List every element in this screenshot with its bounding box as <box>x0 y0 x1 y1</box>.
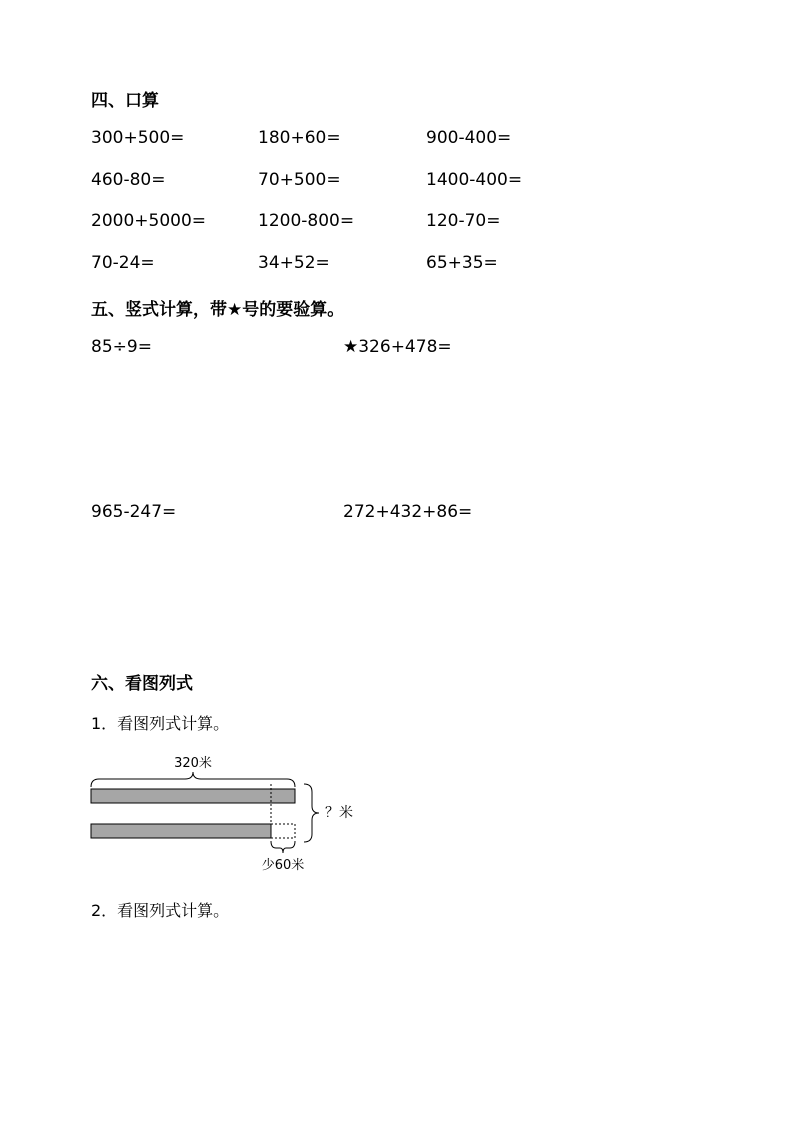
top-length-label: 320米 <box>174 756 212 771</box>
top-brace <box>91 772 295 787</box>
second-bar <box>91 824 271 838</box>
bottom-brace <box>271 841 295 853</box>
mental-math-problem: 900-400= <box>426 128 512 148</box>
vertical-calc-problem: 85÷9= <box>91 337 152 357</box>
mental-math-problem: 300+500= <box>91 128 185 148</box>
question-2-label: 2．看图列式计算。 <box>91 901 230 920</box>
first-bar <box>91 789 295 803</box>
question-1-label: 1．看图列式计算。 <box>91 714 230 733</box>
mental-math-problem: 180+60= <box>258 128 341 148</box>
vertical-calc-problem: 965-247= <box>91 502 177 522</box>
mental-math-problem: 460-80= <box>91 170 166 190</box>
difference-label: 少60米 <box>261 858 305 873</box>
missing-portion <box>271 824 295 838</box>
mental-math-problem: 70-24= <box>91 253 155 273</box>
total-unknown-label: ？米 <box>325 805 353 821</box>
vertical-calc-problem: ★326+478= <box>343 337 452 357</box>
mental-math-problem: 65+35= <box>426 253 498 273</box>
mental-math-problem: 70+500= <box>258 170 341 190</box>
section5-title: 五、竖式计算，带★号的要验算。 <box>91 300 345 320</box>
section6-title: 六、看图列式 <box>91 674 193 694</box>
mental-math-problem: 120-70= <box>426 211 501 231</box>
mental-math-problem: 1200-800= <box>258 211 355 231</box>
mental-math-problem: 34+52= <box>258 253 330 273</box>
vertical-calc-problem: 272+432+86= <box>343 502 473 522</box>
mental-math-problem: 1400-400= <box>426 170 523 190</box>
segment-diagram <box>0 740 400 880</box>
mental-math-problem: 2000+5000= <box>91 211 207 231</box>
section4-title: 四、口算 <box>91 91 159 111</box>
right-brace <box>304 784 319 842</box>
